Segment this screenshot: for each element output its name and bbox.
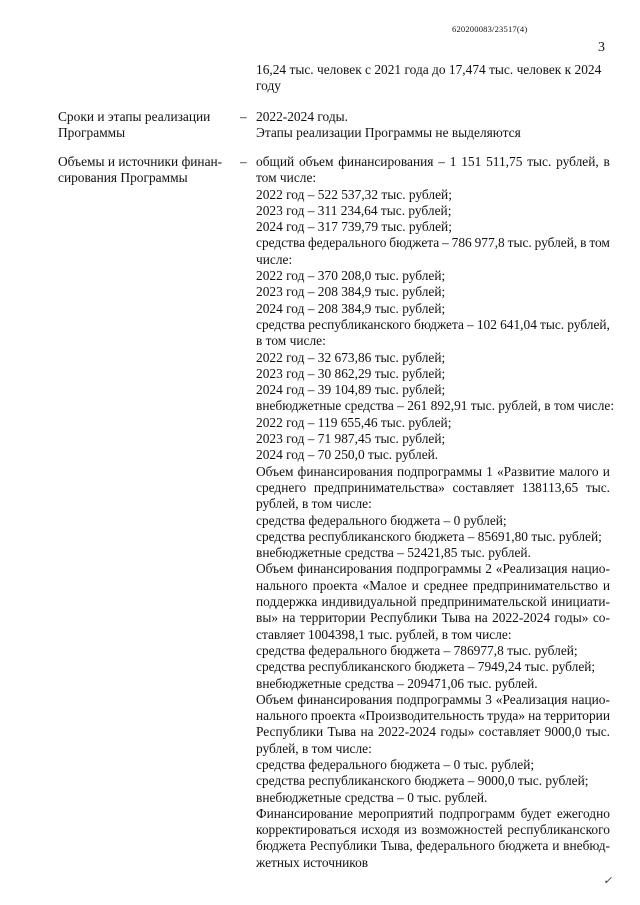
funding-line: том числе: (256, 170, 317, 186)
funding-line: Объем финансирования подпрограммы 1 «Развитие малого и (256, 463, 610, 479)
funding-line: корректироваться исходя из возможностей республиканского (256, 822, 610, 838)
funding-line: 2023 год – 71 987,45 тыс. рублей; (256, 431, 446, 447)
funding-line: 2024 год – 70 250,0 тыс. рублей. (256, 447, 439, 463)
intro-text (256, 62, 610, 95)
funding-label (58, 154, 228, 187)
funding-content (256, 154, 615, 871)
funding-line: числе: (256, 251, 293, 267)
funding-line: 2022 год – 119 655,46 тыс. рублей; (256, 414, 452, 430)
funding-line: 2024 год – 208 384,9 тыс. рублей; (256, 300, 446, 316)
funding-line: 2022 год – 522 537,32 тыс. рублей; (256, 186, 452, 202)
funding-line: средства федерального бюджета – 786977,8 тыс. рублей; (256, 642, 578, 658)
funding-line: 2024 год – 317 739,79 тыс. рублей; (256, 219, 452, 235)
funding-line: Объем финансирования подпрограммы 2 «Реализация нацио- (256, 561, 610, 577)
funding-line: средства федерального бюджета – 0 рублей; (256, 512, 507, 528)
funding-line: средства федерального бюджета – 786 977,8 тыс. рублей, в том (256, 235, 610, 251)
funding-line: 2023 год – 30 862,29 тыс. рублей; (256, 365, 446, 381)
funding-line: внебюджетные средства – 261 892,91 тыс. рублей, в том числе: (256, 398, 615, 414)
funding-dash: – (240, 154, 247, 169)
funding-line: Финансирование мероприятий подпрограмм будет ежегодно (256, 805, 610, 821)
terms-label-line: Программы (58, 125, 126, 141)
funding-label-line: Объемы и источники финан- (58, 154, 223, 169)
funding-line: 2022 год – 370 208,0 тыс. рублей; (256, 268, 446, 284)
page-number: 3 (598, 40, 605, 55)
funding-line: внебюджетные средства – 52421,85 тыс. рублей. (256, 545, 531, 561)
terms-label-line: Сроки и этапы реализации (58, 109, 211, 124)
intro-line: году (256, 78, 281, 94)
funding-line: 2022 год – 32 673,86 тыс. рублей; (256, 349, 446, 365)
funding-line: рублей, в том числе: (256, 496, 372, 512)
funding-label-line: сирования Программы (58, 170, 188, 186)
funding-line: бюджета Республики Тыва, федерального бюджета и внебюд- (256, 838, 610, 854)
terms-label (58, 109, 228, 142)
funding-line: нального проекта «Производительность труда» на территории (256, 708, 610, 724)
funding-line: поддержка индивидуальной предпринимательской инициати- (256, 594, 610, 610)
funding-line: 2023 год – 311 234,64 тыс. рублей; (256, 202, 452, 218)
funding-line: средства республиканского бюджета – 9000,0 тыс. рублей; (256, 773, 589, 789)
funding-line: Республики Тыва на 2022-2024 годы» составляет 9000,0 тыс. (256, 724, 610, 740)
terms-line: 2022-2024 годы. (256, 109, 348, 124)
funding-line: средства федерального бюджета – 0 тыс. рублей; (256, 756, 535, 772)
funding-line: вы» на территории Республики Тыва на 2022-2024 годы» со- (256, 610, 610, 626)
funding-line: внебюджетные средства – 0 тыс. рублей. (256, 789, 488, 805)
funding-line: нального проекта «Малое и среднее предпринимательство и (256, 577, 610, 593)
funding-line: 2024 год – 39 104,89 тыс. рублей; (256, 382, 446, 398)
funding-line: средства республиканского бюджета – 85691,80 тыс. рублей; (256, 528, 602, 544)
funding-line: внебюджетные средства – 209471,06 тыс. рублей. (256, 675, 538, 691)
terms-content (256, 109, 610, 142)
funding-line: Объем финансирования подпрограммы 3 «Реализация нацио- (256, 691, 610, 707)
intro-line: 16,24 тыс. человек с 2021 года до 17,474 тыс. человек к 2024 (256, 62, 602, 77)
funding-line: среднего предпринимательства» составляет 138113,65 тыс. (256, 479, 610, 495)
funding-line: общий объем финансирования – 1 151 511,75 тыс. рублей, в (256, 154, 610, 169)
funding-line: ставляет 1004398,1 тыс. рублей, в том числе: (256, 626, 512, 642)
funding-line: средства республиканского бюджета – 102 641,04 тыс. рублей, (256, 316, 610, 332)
funding-line: жетных источников (256, 854, 369, 870)
document-code: 620200083/23517(4) (452, 24, 528, 34)
terms-dash: – (240, 109, 247, 124)
handwritten-mark: ✓ (603, 875, 613, 887)
funding-line: 2023 год – 208 384,9 тыс. рублей; (256, 284, 446, 300)
funding-line: рублей, в том числе: (256, 740, 372, 756)
funding-line: средства республиканского бюджета – 7949,24 тыс. рублей; (256, 659, 596, 675)
terms-line: Этапы реализации Программы не выделяются (256, 125, 521, 141)
funding-line: в том числе: (256, 333, 326, 349)
